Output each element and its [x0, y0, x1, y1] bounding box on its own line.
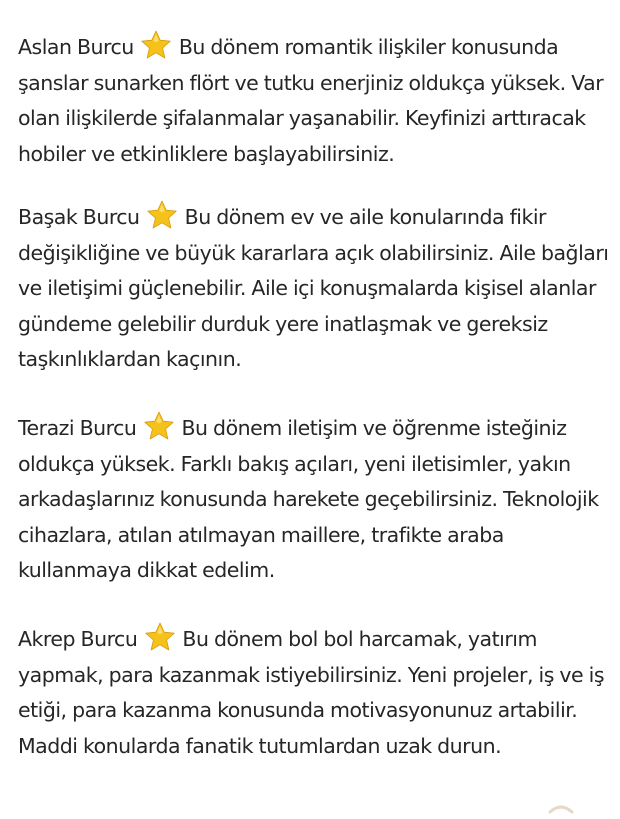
sign-description: Bu dönem romantik ilişkiler konusunda şanslar sunarken flört ve tutku enerjiniz oldukça yüksek. Var olan ilişkilerde şifalanmalar yaşanabilir. Keyfinizi arttıracak hobiler ve etkinliklere başlayabilirsiniz.	[18, 35, 604, 166]
sign-name: Terazi Burcu	[18, 416, 137, 440]
sign-description: Bu dönem ev ve aile konularında fikir değişikliğine ve büyük kararlara açık olabilirsiniz. Aile bağları ve iletişimi güçlenebilir. Aile içi konuşmalarda kişisel alanlar gündeme gelebilir durduk yere inatlaşmak ve gereksiz taşkınlıklardan kaçının.	[18, 205, 609, 371]
star-icon	[144, 621, 176, 653]
sign-description: Bu dönem bol bol harcamak, yatırım yapmak, para kazanmak istiyebilirsiniz. Yeni projeler, iş ve iş etiği, para kazanma konusunda motivasyonunuz artabilir. Maddi konularda fanatik tutumlardan uzak durun.	[18, 627, 605, 758]
horoscope-section-basak	[18, 199, 613, 378]
horoscope-section-aslan	[18, 29, 613, 172]
sign-name: Akrep Burcu	[18, 627, 138, 651]
corner-sparkle-icon	[548, 800, 574, 814]
horoscope-paragraph	[18, 29, 613, 172]
horoscope-section-terazi	[18, 410, 613, 589]
star-icon	[146, 199, 178, 231]
horoscope-paragraph	[18, 199, 613, 378]
star-icon	[140, 29, 172, 61]
horoscope-section-akrep	[18, 621, 613, 764]
sign-name: Aslan Burcu	[18, 35, 134, 59]
horoscope-paragraph	[18, 410, 613, 589]
sign-description: Bu dönem iletişim ve öğrenme isteğiniz oldukça yüksek. Farklı bakış açıları, yeni iletisimler, yakın arkadaşlarınız konusunda harekete geçebilirsiniz. Teknolojik cihazlara, atılan atılmayan maillere, trafikte araba kullanmaya dikkat edelim.	[18, 416, 599, 582]
horoscope-paragraph	[18, 621, 613, 764]
star-icon	[143, 410, 175, 442]
sign-name: Başak Burcu	[18, 205, 140, 229]
